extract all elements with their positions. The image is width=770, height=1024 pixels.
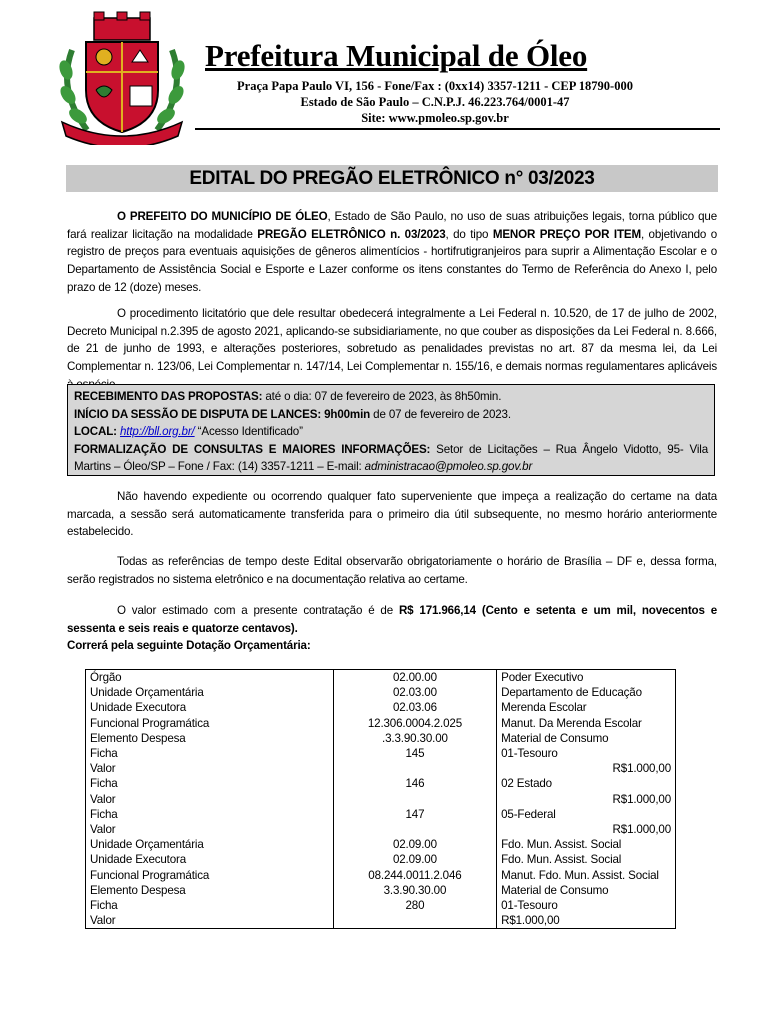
document-title: EDITAL DO PREGÃO ELETRÔNICO n° 03/2023 [66, 165, 718, 192]
table-cell: 146 [333, 776, 496, 791]
table-cell: 12.306.0004.2.025 [333, 716, 496, 731]
table-row [86, 852, 676, 867]
table-row [86, 700, 676, 715]
header-address: Praça Papa Paulo VI, 156 - Fone/Fax : (0xx14) 3357-1211 - CEP 18790-000 [237, 79, 633, 93]
table-row [86, 837, 676, 852]
table-cell [333, 822, 496, 837]
table-cell: Merenda Escolar [497, 700, 676, 715]
table-row [86, 731, 676, 746]
table-cell: Ficha [86, 807, 334, 822]
table-cell: R$1.000,00 [497, 822, 676, 837]
table-row [86, 792, 676, 807]
table-cell: 01-Tesouro [497, 898, 676, 913]
table-cell: Ficha [86, 898, 334, 913]
header-cnpj: Estado de São Paulo – C.N.P.J. 46.223.764/0001-47 [300, 95, 570, 109]
table-row [86, 761, 676, 776]
table-cell: 02.03.06 [333, 700, 496, 715]
legal-basis-paragraph: O procedimento licitatório que dele resultar obedecerá integralmente a Lei Federal n. 10.520, de 17 de julho de 2002, Decreto Municipal n.2.395 de agosto 2021, aplicando-se subsidiariamente, no que couber as disposições da Lei Federal n. 8.666, de 21 de junho de 1993, e alterações posteriores, sobretudo as penalidades previstas no art. 87 da mesma lei, da Lei Complementar n. 123/06, Lei Complementar n. 147/14, Lei Complementar n. 155/16, e demais normas regulamentares aplicáveis [67, 307, 717, 374]
table-cell: Valor [86, 792, 334, 807]
table-row [86, 716, 676, 731]
table-cell: 3.3.90.30.00 [333, 883, 496, 898]
table-cell: R$1.000,00 [497, 792, 676, 807]
table-cell: Funcional Programática [86, 868, 334, 883]
table-cell: Poder Executivo [497, 670, 676, 686]
table-cell: Material de Consumo [497, 731, 676, 746]
table-cell: 01-Tesouro [497, 746, 676, 761]
table-cell: Elemento Despesa [86, 883, 334, 898]
table-cell: .3.3.90.30.00 [333, 731, 496, 746]
intro-paragraph: O PREFEITO DO MUNICÍPIO DE ÓLEO, Estado de São Paulo, no uso de suas atribuições legais, torna público que fará realizar licitação na modalidade PREGÃO ELETRÔNICO n. 03/2023, do tipo MENOR PREÇO POR ITEM, objetivando o registro de preços para eventuais aquisições de gêneros alimentícios - hortifrutigranjeiros para suprir a Alimentação Escolar e o Departamento de Assistência Social e Esporte e Lazer conforme os itens constantes do Termo de Referência do Anexo I, pelo prazo de 12 (doze) meses. [67, 210, 718, 294]
table-cell: Valor [86, 761, 334, 776]
table-cell: 280 [333, 898, 496, 913]
header-site: Site: www.pmoleo.sp.gov.br [361, 111, 509, 125]
table-cell: Fdo. Mun. Assist. Social [497, 852, 676, 867]
schedule-box: RECEBIMENTO DAS PROPOSTAS: até o dia: 07 de fevereiro de 2023, às 8h50min. INÍCIO DA SESSÃO DE DISPUTA DE LANCES: 9h00min de 07 de fevereiro de 2023. LOCAL: http://bll.org.br/ “Acesso Identificado” FORMALIZAÇÃO DE CONSULTAS E MAIORES INFORMAÇÕES: Setor de Licitações – Rua Ângelo Vidotto, 95- Vila Martins – Óleo/SP – Fone / Fax: (14) 3357-1211 – E-mail: administracao@pmoleo.sp.gov.br [67, 384, 715, 476]
table-row [86, 868, 676, 883]
table-row [86, 898, 676, 913]
table-cell [333, 913, 496, 929]
budget-allocation-table [85, 669, 676, 929]
table-cell: Ficha [86, 776, 334, 791]
table-cell: 145 [333, 746, 496, 761]
table-cell [333, 761, 496, 776]
table-row [86, 807, 676, 822]
timezone-paragraph: Todas as referências de tempo deste Edital observarão obrigatoriamente o horário de Brasília – DF e, dessa forma, serão registrados no sistema eletrônico e na documentação relativa ao certame. [67, 555, 717, 586]
table-cell: Fdo. Mun. Assist. Social [497, 837, 676, 852]
table-cell: Unidade Orçamentária [86, 837, 334, 852]
contact-email: administracao@pmoleo.sp.gov.br [364, 460, 533, 473]
table-row [86, 822, 676, 837]
table-cell: Unidade Executora [86, 700, 334, 715]
table-cell: R$1.000,00 [497, 761, 676, 776]
intro-lead: O PREFEITO DO MUNICÍPIO DE ÓLEO [117, 210, 328, 223]
table-cell: Unidade Executora [86, 852, 334, 867]
table-cell: Unidade Orçamentária [86, 685, 334, 700]
table-cell: Manut. Da Merenda Escolar [497, 716, 676, 731]
table-cell: 02.09.00 [333, 837, 496, 852]
table-cell: 02.09.00 [333, 852, 496, 867]
table-row [86, 685, 676, 700]
table-cell: 147 [333, 807, 496, 822]
table-cell: Elemento Despesa [86, 731, 334, 746]
table-cell: Departamento de Educação [497, 685, 676, 700]
table-cell: Manut. Fdo. Mun. Assist. Social [497, 868, 676, 883]
table-cell: 08.244.0011.2.046 [333, 868, 496, 883]
municipal-coat-of-arms [52, 10, 192, 145]
table-cell: 02.03.00 [333, 685, 496, 700]
table-cell: R$1.000,00 [497, 913, 676, 929]
table-cell: 05-Federal [497, 807, 676, 822]
table-row [86, 746, 676, 761]
table-cell: Órgão [86, 670, 334, 686]
page-title: Prefeitura Municipal de Óleo [205, 38, 588, 73]
table-row [86, 776, 676, 791]
table-cell: Valor [86, 822, 334, 837]
bll-link[interactable]: http://bll.org.br/ [119, 425, 195, 438]
table-cell: Ficha [86, 746, 334, 761]
budget-heading: Correrá pela seguinte Dotação Orçamentária: [67, 639, 311, 653]
table-row [86, 670, 676, 686]
contingency-paragraph: Não havendo expediente ou ocorrendo qualquer fato superveniente que impeça a realização do certame na data marcada, a sessão será automaticamente transferida para o primeiro dia útil subsequente, no mesmo horário anteriormente estabelecido. [67, 490, 717, 539]
table-cell: 02 Estado [497, 776, 676, 791]
table-cell: 02.00.00 [333, 670, 496, 686]
table-row [86, 913, 676, 929]
table-cell: Funcional Programática [86, 716, 334, 731]
header-divider [195, 128, 720, 130]
table-cell: Valor [86, 913, 334, 929]
table-cell: Material de Consumo [497, 883, 676, 898]
table-cell [333, 792, 496, 807]
estimated-value-paragraph: O valor estimado com a presente contratação é de R$ 171.966,14 (Cento e setenta e um mil, novecentos e sessenta e seis reais e quatorze centavos). Correrá pela seguinte Dotação Orçamentária: [67, 604, 717, 653]
table-row [86, 883, 676, 898]
